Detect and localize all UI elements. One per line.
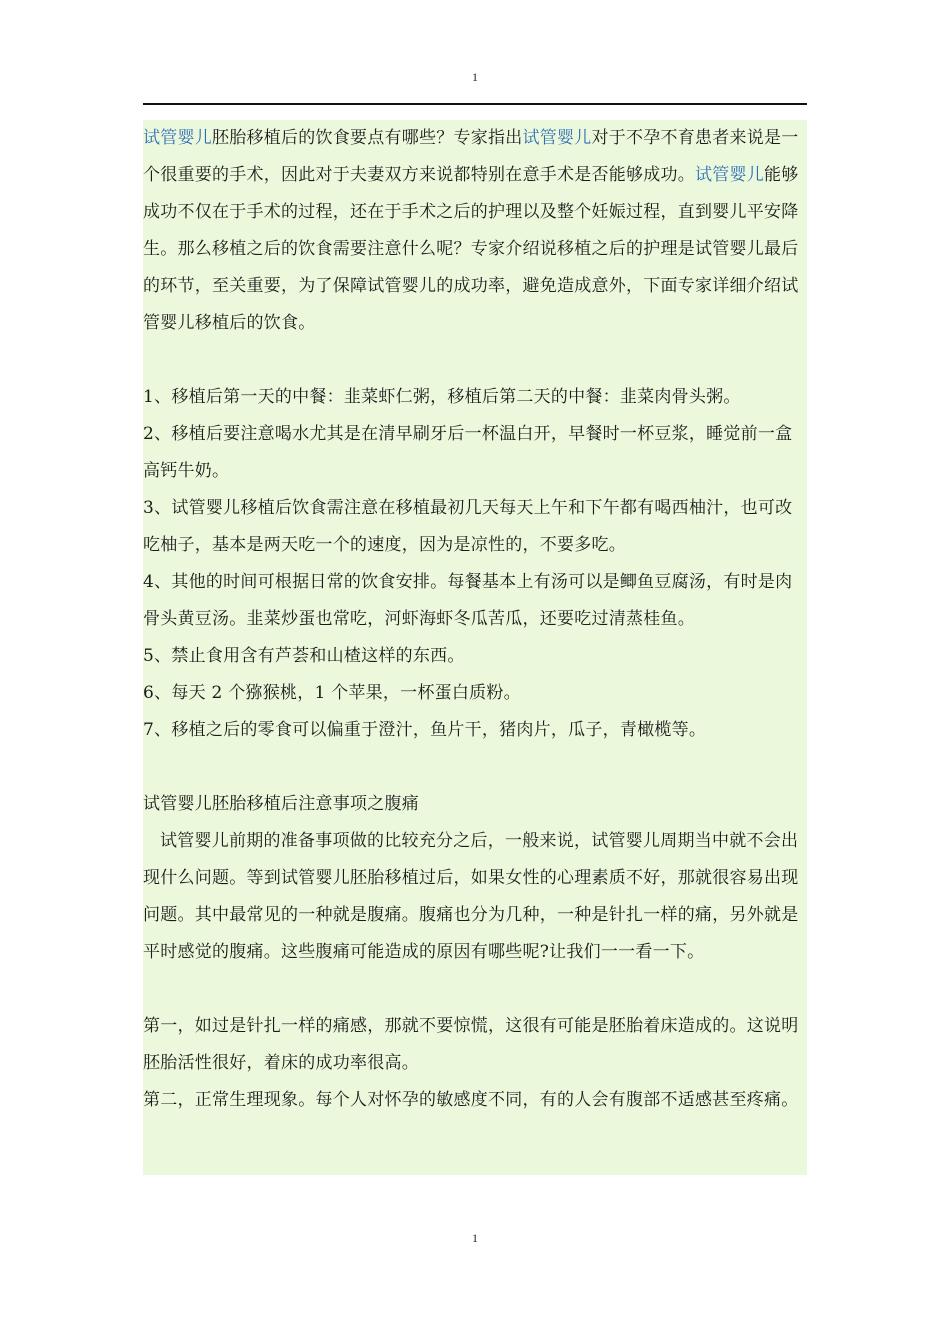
intro-paragraph xyxy=(143,120,807,342)
header-page-number: 1 xyxy=(472,70,478,84)
diet-list-item-7: 7、移植之后的零食可以偏重于澄汁，鱼片干，猪肉片，瓜子，青橄榄等。 xyxy=(143,720,707,740)
header-rule xyxy=(143,103,807,105)
cause-item-2: 第二，正常生理现象。每个人对怀孕的敏感度不同，有的人会有腹部不适感甚至疼痛。 xyxy=(143,1090,799,1110)
link-ivf-1[interactable]: 试管婴儿 xyxy=(143,128,212,148)
link-ivf-2[interactable]: 试管婴儿 xyxy=(522,128,592,148)
section-heading: 试管婴儿胚胎移植后注意事项之腹痛 xyxy=(143,794,419,814)
diet-list-item-2: 2、移植后要注意喝水尤其是在清早刷牙后一杯温白开，早餐时一杯豆浆，睡觉前一盒高钙牛奶。 xyxy=(143,424,793,481)
footer-page-number: 1 xyxy=(472,1231,478,1245)
document-body xyxy=(143,120,807,1175)
intro-text-1: 胚胎移植后的饮食要点有哪些？专家指出 xyxy=(212,128,523,148)
link-ivf-3[interactable]: 试管婴儿 xyxy=(695,165,764,185)
spacer xyxy=(143,342,807,379)
diet-list-item-3: 3、试管婴儿移植后饮食需注意在移植最初几天每天上午和下午都有喝西柚汁，也可改吃柚子，基本是两天吃一个的速度，因为是凉性的，不要多吃。 xyxy=(143,498,793,555)
section-paragraph: 试管婴儿前期的准备事项做的比较充分之后，一般来说，试管婴儿周期当中就不会出现什么问题。等到试管婴儿胚胎移植过后，如果女性的心理素质不好，那就很容易出现问题。其中最常见的一种就是腹痛。腹痛也分为几种，一种是针扎一样的痛，另外就是平时感觉的腹痛。这些腹痛可能造成的原因有哪些呢?让我们一一看一下。 xyxy=(143,831,799,962)
diet-list-item-4: 4、其他的时间可根据日常的饮食安排。每餐基本上有汤可以是鲫鱼豆腐汤，有时是肉骨头黄豆汤。韭菜炒蛋也常吃，河虾海虾冬瓜苦瓜，还要吃过清蒸桂鱼。 xyxy=(143,572,793,629)
diet-list-item-1: 1、移植后第一天的中餐：韭菜虾仁粥，移植后第二天的中餐：韭菜肉骨头粥。 xyxy=(143,387,741,407)
cause-item-1: 第一，如过是针扎一样的痛感，那就不要惊慌，这很有可能是胚胎着床造成的。这说明胚胎活性很好，着床的成功率很高。 xyxy=(143,1016,799,1073)
intro-text-3: 能够成功不仅在于手术的过程，还在于手术之后的护理以及整个妊娠过程，直到婴儿平安降生。那么移植之后的饮食需要注意什么呢？专家介绍说移植之后的护理是试管婴儿最后的环节，至关重要，为了保障试管婴儿的成功率，避免造成意外，下面专家详细介绍试管婴儿移植后的饮食。 xyxy=(143,165,799,333)
diet-list-item-6: 6、每天 2 个猕猴桃，1 个苹果，一杯蛋白质粉。 xyxy=(143,683,521,703)
intro-text-2: 对于不孕不育患者来说是一个很重要的手术，因此对于夫妻双方来说都特别在意手术是否能够成功。 xyxy=(143,128,799,185)
spacer xyxy=(143,749,807,786)
diet-list-item-5: 5、禁止食用含有芦荟和山楂这样的东西。 xyxy=(143,646,465,666)
spacer xyxy=(143,971,807,1008)
